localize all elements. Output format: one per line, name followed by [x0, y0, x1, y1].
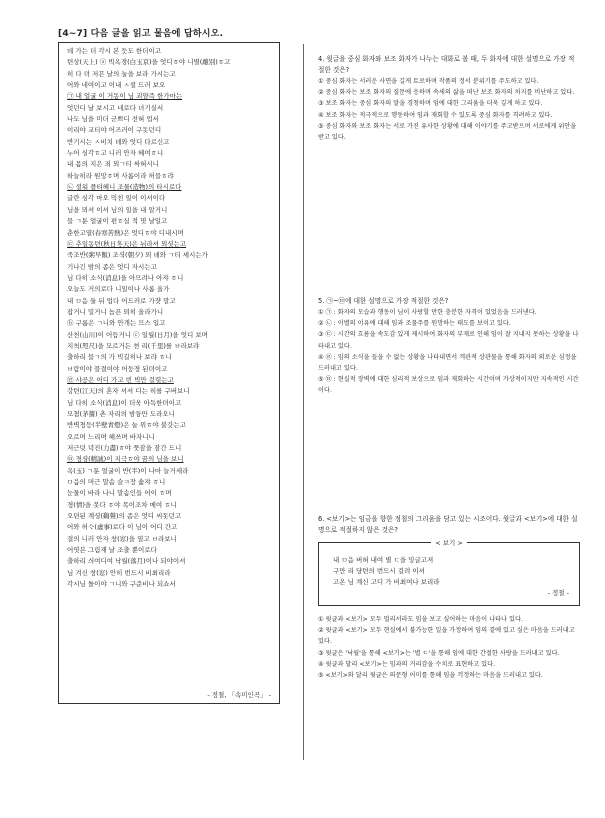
- bogi-title: < 보기 >: [319, 538, 579, 547]
- poem-line: 나도 님을 미더 군쁘디 전혀 업서: [67, 115, 159, 124]
- poem-line: 어와 네여이고 이내 ㅅ셜 드러 보오: [67, 81, 166, 90]
- poem-line: 하늘히라 원망ㅎ며 사롬이라 허믈ㅎ랴: [67, 171, 174, 180]
- bogi-line: 고온 님 계신 고디 가 비최여나 보리라: [333, 578, 440, 586]
- poem-line: 내 몸의 지은 죄 뫼ㄱ티 싸혀시니: [67, 160, 159, 169]
- question-4-options: [318, 76, 580, 143]
- poem-line: ㉡ 셜워 플텨혜니 조물(造物)의 타시로다: [67, 183, 182, 192]
- poem-line: 결의 니러 안자 창(窓)을 열고 ㅂ라보니: [67, 534, 177, 543]
- passage-header: [4~7] 다음 글을 읽고 물음에 답하시오.: [58, 29, 224, 39]
- question-6-options: [318, 614, 580, 681]
- poem-line: ㉠ 내 얼굴 이 거동이 님 괴얌즉 한가마는: [67, 92, 183, 101]
- poem-line: 누어 싱각ㅎ고 니러 안자 혜여ㅎ니: [67, 149, 164, 158]
- q5-option: ⑤ ㉤ : 현실적 장벽에 대한 심리적 보상으로 임과 재회하는 시간이며 가상적이지만 지속적인 시간이다.: [318, 376, 579, 395]
- poem-line: 반기시는 ㅅ비치 녜와 엇디 다르신고: [67, 137, 170, 146]
- question-4-stem: 4. 윗글을 중심 화자와 보조 화자가 나누는 대화로 볼 때, 두 화자에 대한 설명으로 가장 적절한 것은?: [318, 55, 575, 74]
- poem-line: 반벽쳥등(半壁靑燈)은 눌 위ㅎ야 불갓는고: [67, 421, 186, 430]
- poem-line: 님을 뫼셔 이셔 님의 일을 내 알거니: [67, 205, 168, 214]
- poem-line: ㅂ람이야 믈결이야 어둥졍 된뎌이고: [67, 364, 168, 373]
- poem-line: 출하리 믈ㄱ의 가 빅길히나 보랴 ㅎ니: [67, 353, 172, 362]
- bogi-box: [318, 539, 580, 606]
- poem-line: 춘한고열(春寒苦熱)은 엇디ㅎ야 디내시며: [67, 228, 184, 237]
- q5-option: ② ㉡ : 이별의 이유에 대해 임과 조물주를 원망하는 태도를 보이고 있다.: [318, 320, 511, 328]
- poem-line: 님 다히 소식(消息)이 더욱 아득한뎌이고: [67, 398, 182, 407]
- poem-line: ⓑ 구롬은 ㄱ니와 안개는 므스 일고: [67, 319, 166, 328]
- poem-line: 옥(玉) ㄱ툰 얼굴이 반(半)이 나마 늘거세라: [67, 466, 189, 475]
- poem-box: [58, 42, 280, 704]
- poem-line: 히 다 뎌 저믄 날의 눌을 보라 가시는고: [67, 69, 176, 78]
- poem-line: 각시님 돌이야 ㄱ니와 구준비나 되쇼서: [67, 580, 176, 589]
- poem-line: 어엿븐 그림재 날 조출 뿐이로다: [67, 546, 157, 555]
- question-5: [318, 296, 580, 397]
- question-4: [318, 54, 580, 143]
- poem-line: 어와 허亽(虛事)로다 이 님이 어디 간고: [67, 523, 178, 532]
- question-6: [318, 514, 580, 681]
- poem-line: 기나긴 밤의 좀은 엇디 자시는고: [67, 262, 157, 271]
- q6-option: ⑤ <보기>와 달리 윗글은 의문형 어미를 통해 임을 걱정하는 마음을 드러내고 있다.: [318, 672, 543, 680]
- poem-line: 엇던디 날 보시고 네로다 녀기실서: [67, 103, 164, 112]
- q5-option: ④ ㉣ : 임의 소식을 들을 수 없는 상황을 나타내면서 객관적 상관물을 통해 화자의 외로운 심정을 드러내고 있다.: [318, 353, 577, 373]
- poem-line: 산천(山川)이 어듭거니 ⓒ 일월(日月)을 엇디 보며: [67, 330, 208, 339]
- poem-line: ㉤ 졍셩(精誠)이 지극ㅎ야 꿈의 님을 보니: [67, 455, 184, 464]
- poem-line: 저근덧 녁진(力盡)ㅎ야 풋잠을 잠간 드니: [67, 444, 182, 453]
- poem-line: 지척(咫尺)을 모르거든 쳔 리(千里)를 ㅂ라보랴: [67, 341, 200, 350]
- poem-line: 내 ㅁ음 둘 뒤 업다 어드러로 가쟛 말고: [67, 296, 176, 305]
- question-5-options: [318, 307, 580, 397]
- q4-option: ④ 보조 화자는 적극적으로 행동하여 임과 재회할 수 있도록 중심 화자를 격려하고 있다.: [318, 111, 553, 119]
- poem-line: 님 다히 소식(消息)을 아므려나 아쟈 ㅎ니: [67, 273, 184, 282]
- poem-line: 졍(情)을 못다 ㅎ야 목이조차 메여 ㅎ니: [67, 500, 177, 509]
- q6-option: ② 윗글과 <보기> 모두 현실에서 불가능한 일을 가정하여 임의 곁에 있고 싶은 마음을 드러내고 있다.: [318, 627, 575, 646]
- poem-line: 오르며 느리며 헤쓰며 바자니니: [67, 432, 155, 441]
- poem-line: 이리야 교티야 어즈러이 구돗던디: [67, 126, 162, 135]
- poem-line: 오늘도 거의로다 니일이나 사롬 올가: [67, 285, 170, 294]
- poem-line: 텬상(天上) ⓐ 빅옥경(白玉京)을 엇디ㅎ야 니별(離別)ㅎ고: [67, 58, 231, 67]
- poem-line: 눈물이 바라 나니 말솜인들 어이 ㅎ며: [67, 489, 172, 498]
- poem-line: 출하리 싀여디여 낙월(落月)이나 되야이셔: [67, 557, 186, 566]
- bogi-lines: [333, 555, 569, 588]
- bogi-line: 구만 리 댱텬의 번드시 걸려 이셔: [333, 567, 425, 575]
- q4-option: ① 중심 화자는 서러운 사연을 길게 토로하며 작품의 정서 분위기를 주도하고 있다.: [318, 78, 539, 85]
- poem-line: 님 겨신 창(窓) 안히 번드시 비최리라: [67, 568, 171, 577]
- poem-line: ㉢ 추일동텬(秋日冬天)은 뉘라셔 뫼셧는고: [67, 239, 187, 248]
- poem-line: 모쳠(茅簷) 촌 자리의 밤듕만 도라오니: [67, 410, 175, 418]
- q5-option: ① ㉠ : 화자의 모습과 행동이 님이 사랑할 만한 충분한 자격이 있었음을 드러낸다.: [318, 309, 537, 316]
- poem-line: ㉣ 샤공은 어디 가고 빈 빅만 걸렷는고: [67, 375, 174, 384]
- q6-option: ③ 윗글은 '낙월'을 통해 <보기>는 '별 ㄷ'을 통해 임에 대한 간절한 사랑을 드러내고 있다.: [318, 649, 560, 657]
- poem-line: 강텬(江天)의 혼자 셔셔 디는 히를 구버보니: [67, 387, 190, 396]
- poem-line: 믈 ㄱ툰 얼굴이 편ㅎ실 적 몃 날일고: [67, 217, 168, 226]
- poem-line: 글란 싱각 마오 믹친 일이 이셔이다: [67, 194, 166, 203]
- q6-option: ① 윗글과 <보기> 모두 멀리서라도 임을 보고 싶어하는 마음이 나타나 있다.: [318, 616, 523, 623]
- poem-line: ㅁ음의 머근 말솜 슬ㅋ장 솗쟈 ㅎ니: [67, 478, 166, 487]
- q5-option: ③ ㉢ : 시간의 흐름을 속도감 있게 제시하여 화자의 부재로 인해 임이 잘 지내지 못하는 상황을 나타내고 있다.: [318, 331, 579, 350]
- q6-option: ④ 윗글과 달리 <보기>는 임과의 거리감을 수치로 표현하고 있다.: [318, 660, 496, 668]
- question-6-stem: 6. <보기>는 임금을 향한 정철의 그리움을 담고 있는 시조이다. 윗글과 <보기>에 대한 설명으로 적절하지 않은 것은?: [318, 515, 578, 534]
- bogi-citation: - 정철 -: [547, 589, 569, 597]
- q4-option: ⑤ 중심 화자와 보조 화자는 서로 가진 유사한 상황에 대해 이야기를 주고받으며 서로에게 위안을 받고 있다.: [318, 122, 577, 142]
- q4-option: ② 중심 화자는 보조 화자의 질문에 응하며 속세의 삶을 떠난 보조 화자의 처지를 비난하고 있다.: [318, 89, 575, 97]
- bogi-line: 내 ㅁ음 버혀 내여 별 ㄷ을 밍글고져: [333, 556, 434, 564]
- poem-citation: - 정철, 「속미인곡」 -: [207, 691, 271, 699]
- q4-option: ③ 보조 화자는 중심 화자의 말을 경청하며 임에 대한 그리움을 더욱 깊게 하고 있다.: [318, 100, 543, 108]
- question-5-stem: 5. ㉠~㉤에 대한 설명으로 가장 적절한 것은?: [318, 297, 449, 305]
- column-divider: [303, 44, 304, 760]
- poem-line: 죽조반(粥早飯) 조셕(朝夕) 뫼 녜와 ㄱ티 셰시는가: [67, 251, 208, 260]
- poem-line: 데 가는 더 각시 본 듯도 한더이고: [67, 47, 162, 55]
- poem-line: 잡거니 밀거니 놉픈 뫼히 올라가니: [67, 307, 164, 316]
- poem-line: 오뎐된 계셩(鷄聲)의 좀은 엇디 씨돗던고: [67, 512, 182, 521]
- poem-lines: [67, 46, 271, 591]
